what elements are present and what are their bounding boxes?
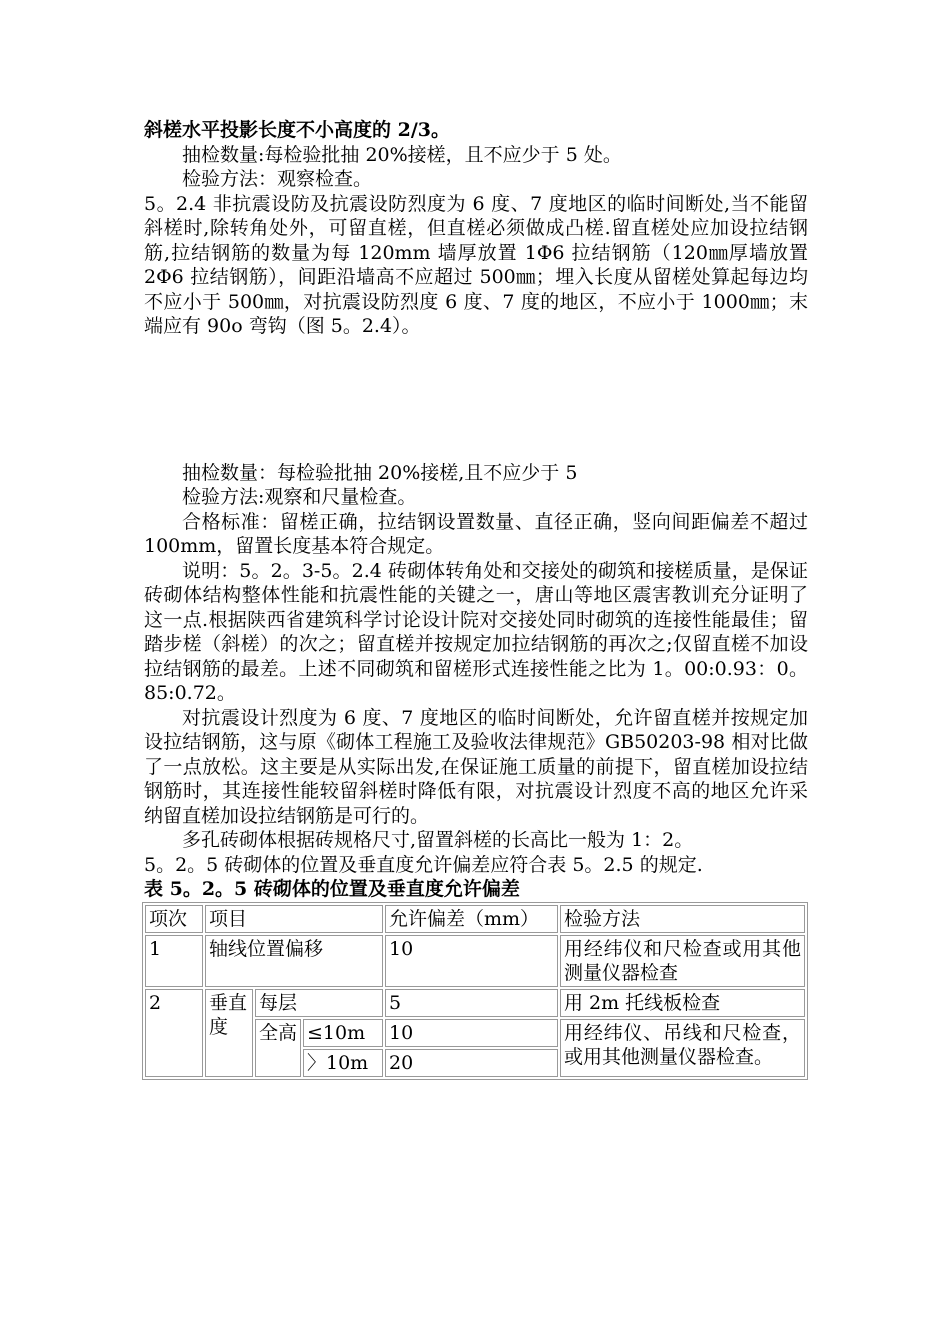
paragraph-method-2: 检验方法:观察和尺量检查。 <box>182 486 417 508</box>
paragraph-method: 检验方法：观察检查。 <box>182 168 373 190</box>
tolerance-table <box>142 902 808 1080</box>
cell-item: 轴线位置偏移 <box>205 935 383 987</box>
paragraph-sampling: 抽检数量:每检验批抽 20%接槎，且不应少于 5 处。 <box>182 143 622 166</box>
figure-placeholder <box>144 339 808 461</box>
cell-gt-10m: 〉10m <box>303 1049 383 1077</box>
cell-method: 用 2m 托线板检查 <box>560 989 805 1017</box>
cell-method: 用经纬仪和尺检查或用其他测量仪器检查 <box>560 935 805 987</box>
cell-le-10m: ≤10m <box>303 1019 383 1047</box>
cell-tolerance: 10 <box>385 1019 558 1047</box>
paragraph-seismic: 对抗震设计烈度为 6 度、7 度地区的临时间断处，允许留直槎并按规定加设拉结钢筋，这与原《砌体工程施工及验收法律规范》GB50203-98 相对比做了一点放松。这主要是从实际出发,在保证施工质量的前提下，留直槎加设拉结钢筋时，其连接性能较留斜槎时降低有限，对抗震设计烈度不高的地区允许采纳留直槎加设拉结钢筋是可行的。 <box>144 706 808 827</box>
paragraph-clause-5-2-5: 5。2。5 砖砌体的位置及垂直度允许偏差应符合表 5。2.5 的规定. <box>144 853 703 876</box>
cell-no: 1 <box>145 935 203 987</box>
cell-tolerance: 20 <box>385 1049 558 1077</box>
cell-per-floor: 每层 <box>255 989 383 1017</box>
cell-tolerance: 5 <box>385 989 558 1017</box>
section-heading: 斜槎水平投影长度不小高度的 2/3。 <box>144 119 450 141</box>
header-item: 项目 <box>205 905 383 933</box>
paragraph-sampling-2: 抽检数量：每检验批抽 20%接槎,且不应少于 5 <box>182 461 578 484</box>
cell-full-height: 全高 <box>255 1019 301 1077</box>
paragraph-explanation: 说明：5。2。3-5。2.4 砖砌体转角处和交接处的砌筑和接槎质量，是保证砖砌体结构整体性能和抗震性能的关键之一，唐山等地区震害教训充分证明了这一点.根据陕西省建筑科学讨论设计院对交接处同时砌筑的连接性能最佳；留踏步槎（斜槎）的次之；留直槎并按规定加拉结钢筋的再次之;仅留直槎不加设拉结钢筋的最差。上述不同砌筑和留槎形式连接性能之比为 1。00:0.93：0。85:0.72。 <box>144 559 808 704</box>
cell-no: 2 <box>145 989 203 1077</box>
cell-item-verticality: 垂直度 <box>205 989 253 1077</box>
table-title: 表 5。2。5 砖砌体的位置及垂直度允许偏差 <box>144 878 520 900</box>
table-header-row <box>145 905 805 933</box>
header-tolerance: 允许偏差（mm） <box>385 905 558 933</box>
cell-method: 用经纬仪、吊线和尺检查，或用其他测量仪器检查。 <box>560 1019 805 1077</box>
header-method: 检验方法 <box>560 905 805 933</box>
paragraph-clause-5-2-4: 5。2.4 非抗震设防及抗震设防烈度为 6 度、7 度地区的临时间断处,当不能留斜槎时,除转角处外，可留直槎，但直槎必须做成凸槎.留直槎处应加设拉结钢筋,拉结钢筋的数量为每 120mm 墙厚放置 1Φ6 拉结钢筋（120㎜厚墙放置 2Φ6 拉结钢筋），间距沿墙高不应超过 500㎜；埋入长度从留槎处算起每边均不应小于 500㎜，对抗震设防烈度 6 度、7 度的地区，不应小于 1000㎜；末端应有 90o 弯钩（图 5。2.4）。 <box>144 192 808 337</box>
paragraph-standard: 合格标准：留槎正确，拉结钢设置数量、直径正确，竖向间距偏差不超过 100mm，留置长度基本符合规定。 <box>144 510 808 557</box>
table-row <box>145 989 805 1017</box>
paragraph-perforated-brick: 多孔砖砌体根据砖规格尺寸,留置斜槎的长高比一般为 1：2。 <box>182 829 694 851</box>
document-page <box>144 118 808 1080</box>
header-no: 项次 <box>145 905 203 933</box>
cell-tolerance: 10 <box>385 935 558 987</box>
table-row <box>145 935 805 987</box>
